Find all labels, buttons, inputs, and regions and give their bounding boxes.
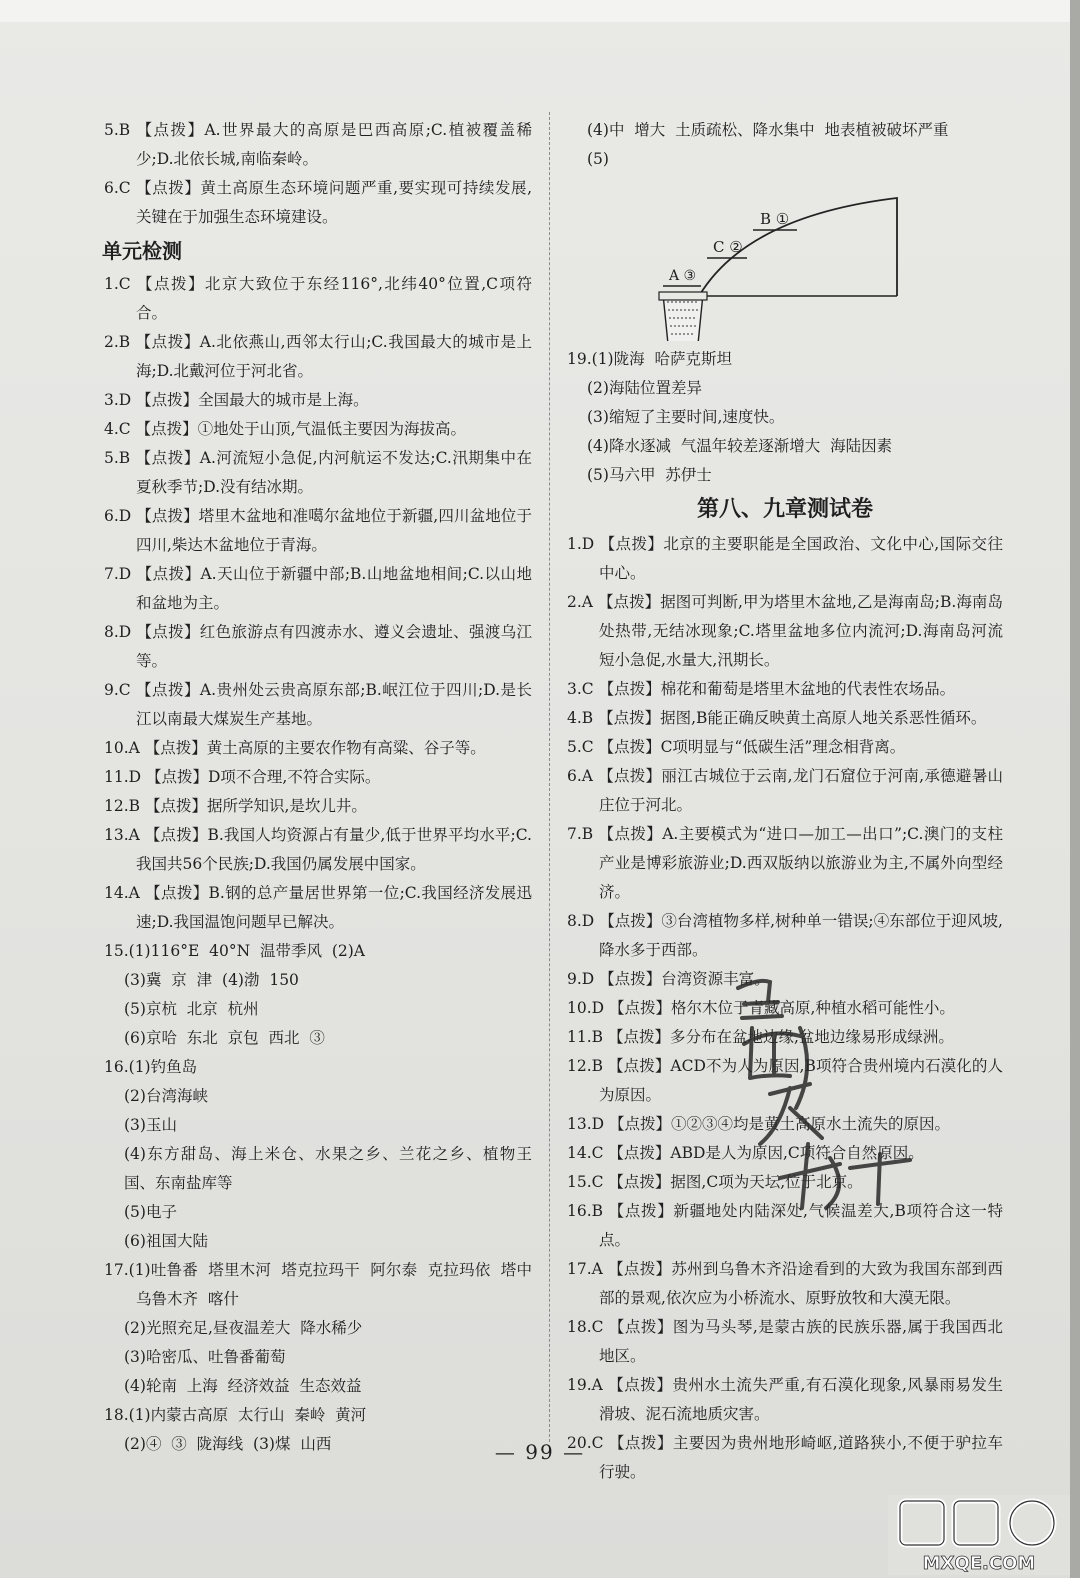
answer-item: 1.D 【点拨】北京的主要职能是全国政治、文化中心,国际交往中心。 xyxy=(567,535,1003,582)
answer-item: 6.A 【点拨】丽江古城位于云南,龙门石窟位于河南,承德避暑山庄位于河北。 xyxy=(567,767,1003,814)
answer-item: 8.D 【点拨】③台湾植物多样,树种单一错误;④东部位于迎风坡,降水多于西部。 xyxy=(567,912,1003,959)
handwritten-watermark xyxy=(730,968,990,1218)
answer-item: 8.D 【点拨】红色旅游点有四渡赤水、遵义会遗址、强渡乌江等。 xyxy=(104,623,532,670)
answer-subitem: (3)缩短了主要时间,速度快。 xyxy=(587,408,785,426)
answer-subitem: (6)京哈 东北 京包 西北 ③ xyxy=(124,1029,325,1047)
answer-item: 1.C 【点拨】北京大致位于东经116°,北纬40°位置,C项符合。 xyxy=(104,275,532,322)
check-dam xyxy=(659,292,707,341)
answer-subitem: (2)④ ③ 陇海线 (3)煤 山西 xyxy=(124,1435,332,1453)
answer-item: 19.(1)陇海 哈萨克斯坦 xyxy=(567,350,732,368)
answer-item: 14.A 【点拨】B.钢的总产量居世界第一位;C.我国经济发展迅速;D.我国温饱问题早已解决。 xyxy=(104,884,532,931)
answer-item: 5.C 【点拨】C项明显与“低碳生活”理念相背离。 xyxy=(567,738,906,756)
answer-subitem: (3)玉山 xyxy=(124,1116,177,1134)
answer-item: 11.D 【点拨】D项不合理,不符合实际。 xyxy=(104,768,381,786)
scan-right-edge xyxy=(1070,0,1080,1578)
answer-subitem: (5)马六甲 苏伊士 xyxy=(587,466,712,484)
chapter-heading: 第八、九章测试卷 xyxy=(696,497,873,522)
right-answers xyxy=(567,345,1003,1487)
answer-item: 13.A 【点拨】B.我国人均资源占有量少,低于世界平均水平;C.我国共56个民族;D.我国仍属发展中国家。 xyxy=(104,826,532,873)
answer-item: 9.C 【点拨】A.贵州处云贵高原东部;B.岷江位于四川;D.是长江以南最大煤炭生产基地。 xyxy=(104,681,532,728)
right-column xyxy=(567,116,1003,1487)
right-top-answers xyxy=(567,116,1003,174)
page-number: — 99 — xyxy=(494,1440,586,1464)
answer-item: 5.B 【点拨】A.世界最大的高原是巴西高原;C.植被覆盖稀少;D.北依长城,南临秦岭。 xyxy=(104,121,532,168)
answer-item: 4.C 【点拨】①地处于山顶,气温低主要因为海拔高。 xyxy=(104,420,467,438)
answer-subitem: (4)降水逐减 气温年较差逐渐增大 海陆因素 xyxy=(587,437,893,455)
answer-item: 10.D 【点拨】格尔木位于青藏高原,种植水稻可能性小。 xyxy=(567,999,955,1017)
answer-subitem: (2)光照充足,昼夜温差大 降水稀少 xyxy=(124,1319,363,1337)
answer-item: 7.B 【点拨】A.主要模式为“进口—加工—出口”;C.澳门的支柱产业是博彩旅游业;D.西双版纳以旅游业为主,不属外向型经济。 xyxy=(567,825,1003,901)
answer-item: 17.(1)吐鲁番 塔里木河 塔克拉玛干 阿尔泰 克拉玛依 塔中 乌鲁木齐 喀什 xyxy=(104,1261,542,1308)
answer-item: 5.B 【点拨】A.河流短小急促,内河航运不发达;C.汛期集中在夏秋季节;D.没有结冰期。 xyxy=(104,449,532,496)
answer-item: 4.B 【点拨】据图,B能正确反映黄土高原人地关系恶性循环。 xyxy=(567,709,987,727)
answer-item: 17.A 【点拨】苏州到乌鲁木齐沿途看到的大致为我国东部到西部的景观,依次应为小桥流水、原野放牧和大漠无限。 xyxy=(567,1260,1003,1307)
answer-subitem: (2)台湾海峡 xyxy=(124,1087,208,1105)
answer-subitem: (4)轮南 上海 经济效益 生态效益 xyxy=(124,1377,362,1395)
answer-item: 20.C 【点拨】主要因为贵州地形崎岖,道路狭小,不便于驴拉车行驶。 xyxy=(567,1434,1003,1481)
answer-item: 12.B 【点拨】据所学知识,是坎儿井。 xyxy=(104,797,367,815)
answer-item: 7.D 【点拨】A.天山位于新疆中部;B.山地盆地相间;C.以山地和盆地为主。 xyxy=(104,565,532,612)
section-heading: 单元检测 xyxy=(102,239,182,263)
label-a: A ③ xyxy=(669,268,697,284)
answer-item: 10.A 【点拨】黄土高原的主要农作物有高粱、谷子等。 xyxy=(104,739,486,757)
answer-subitem: (3)哈密瓜、吐鲁番葡萄 xyxy=(124,1348,286,1366)
answer-item: 18.(1)内蒙古高原 太行山 秦岭 黄河 xyxy=(104,1406,367,1424)
answer-subitem: (5) xyxy=(587,150,609,168)
answer-item: 13.D 【点拨】①②③④均是黄土高原水土流失的原因。 xyxy=(567,1115,951,1133)
answer-subitem: (4)东方甜岛、海上米仓、水果之乡、兰花之乡、植物王国、东南盐库等 xyxy=(124,1145,532,1192)
answer-item: 12.B 【点拨】ACD不为人为原因,B项符合贵州境内石漠化的人为原因。 xyxy=(567,1057,1003,1104)
answer-subitem: (6)祖国大陆 xyxy=(124,1232,208,1250)
answer-item: 3.C 【点拨】棉花和葡萄是塔里木盆地的代表性农场品。 xyxy=(567,680,956,698)
answer-item: 15.(1)116°E 40°N 温带季风 (2)A xyxy=(104,942,366,960)
answer-subitem: (2)海陆位置差异 xyxy=(587,379,702,397)
svg-text:MXQE.COM: MXQE.COM xyxy=(922,1553,1036,1574)
slope-diagram-svg xyxy=(567,176,1003,341)
cross-section-diagram xyxy=(567,176,1003,341)
left-column xyxy=(102,116,542,1459)
label-b: B ① xyxy=(760,210,790,228)
answer-item: 2.B 【点拨】A.北依燕山,西邻太行山;C.我国最大的城市是上海;D.北戴河位于河北省。 xyxy=(104,333,532,380)
answer-item: 15.C 【点拨】据图,C项为天坛,位于北京。 xyxy=(567,1173,863,1191)
answer-item: 16.(1)钓鱼岛 xyxy=(104,1058,198,1076)
answer-item: 9.D 【点拨】台湾资源丰富。 xyxy=(567,970,770,988)
answer-item: 11.B 【点拨】多分布在盆地边缘,盆地边缘易形成绿洲。 xyxy=(567,1028,954,1046)
column-divider xyxy=(549,112,550,1442)
answer-item: 18.C 【点拨】图为马头琴,是蒙古族的民族乐器,属于我国西北地区。 xyxy=(567,1318,1003,1365)
label-c: C ② xyxy=(713,238,743,256)
answer-subitem: (5)电子 xyxy=(124,1203,177,1221)
answer-item: 16.B 【点拨】新疆地处内陆深处,气候温差大,B项符合这一特点。 xyxy=(567,1202,1003,1249)
answer-item: 14.C 【点拨】ABD是人为原因,C项符合自然原因。 xyxy=(567,1144,924,1162)
scan-top-margin xyxy=(0,0,1080,22)
answer-item: 6.D 【点拨】塔里木盆地和准噶尔盆地位于新疆,四川盆地位于四川,柴达木盆地位于青海。 xyxy=(104,507,532,554)
answer-item: 6.C 【点拨】黄土高原生态环境问题严重,要实现可持续发展,关键在于加强生态环境建设。 xyxy=(104,179,532,226)
answer-item: 19.A 【点拨】贵州水土流失严重,有石漠化现象,风暴雨易发生滑坡、泥石流地质灾害。 xyxy=(567,1376,1003,1423)
site-logo xyxy=(888,1495,1070,1575)
answer-subitem: (5)京杭 北京 杭州 xyxy=(124,1000,259,1018)
answer-subitem: (3)冀 京 津 (4)渤 150 xyxy=(124,971,299,989)
answer-subitem: (4)中 增大 土质疏松、降水集中 地表植被破坏严重 xyxy=(587,121,949,139)
answer-item: 3.D 【点拨】全国最大的城市是上海。 xyxy=(104,391,369,409)
answer-item: 2.A 【点拨】据图可判断,甲为塔里木盆地,乙是海南岛;B.海南岛处热带,无结冰现象;C.塔里盆地多位内流河;D.海南岛河流短小急促,水量大,汛期长。 xyxy=(567,593,1003,669)
